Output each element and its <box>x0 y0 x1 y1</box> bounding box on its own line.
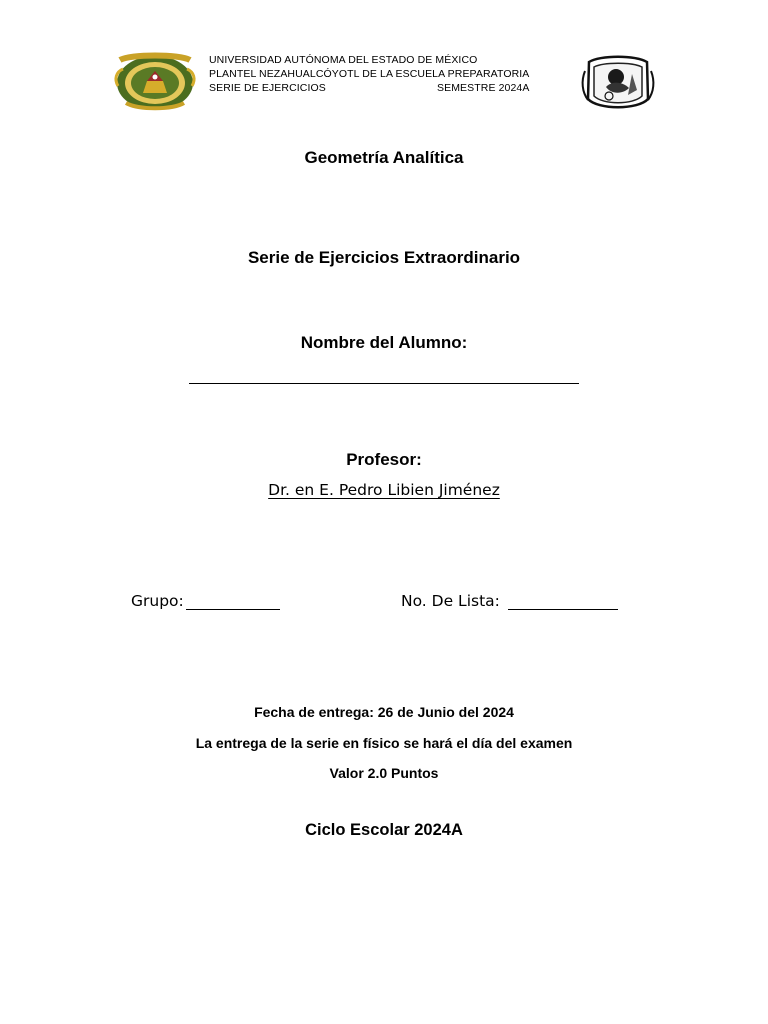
group-blank-line <box>186 592 280 610</box>
document-subtitle: Serie de Ejercicios Extraordinario <box>247 248 521 267</box>
delivery-note: La entrega de la serie en físico se hará el día del examen <box>195 735 573 751</box>
list-number-field <box>401 592 618 610</box>
university-seal-icon <box>112 51 198 113</box>
institution-header <box>209 53 539 95</box>
institution-name: UNIVERSIDAD AUTÓNOMA DEL ESTADO DE MÉXICO <box>209 54 478 66</box>
document-series: SERIE DE EJERCICIOS <box>209 82 326 94</box>
document-title: Geometría Analítica <box>304 148 464 167</box>
campus-name: PLANTEL NEZAHUALCÓYOTL DE LA ESCUELA PREPARATORIA <box>209 68 530 80</box>
group-label: Grupo: <box>131 592 184 610</box>
professor-name: Dr. en E. Pedro Libien Jiménez <box>268 481 500 499</box>
student-name-line <box>189 383 579 384</box>
professor-label: Profesor: <box>346 450 422 469</box>
school-cycle: Ciclo Escolar 2024A <box>305 821 463 839</box>
document-series-row <box>209 81 539 95</box>
semester-label: SEMESTRE 2024A <box>437 82 530 94</box>
list-number-blank-line <box>508 592 618 610</box>
list-number-label: No. De Lista: <box>401 592 500 610</box>
professor-name-wrapper <box>0 481 768 499</box>
assignment-value: Valor 2.0 Puntos <box>329 765 439 781</box>
due-date: Fecha de entrega: 26 de Junio del 2024 <box>254 704 514 720</box>
group-field <box>131 592 280 610</box>
preparatory-school-seal-icon <box>580 54 656 112</box>
student-name-label: Nombre del Alumno: <box>300 333 468 352</box>
